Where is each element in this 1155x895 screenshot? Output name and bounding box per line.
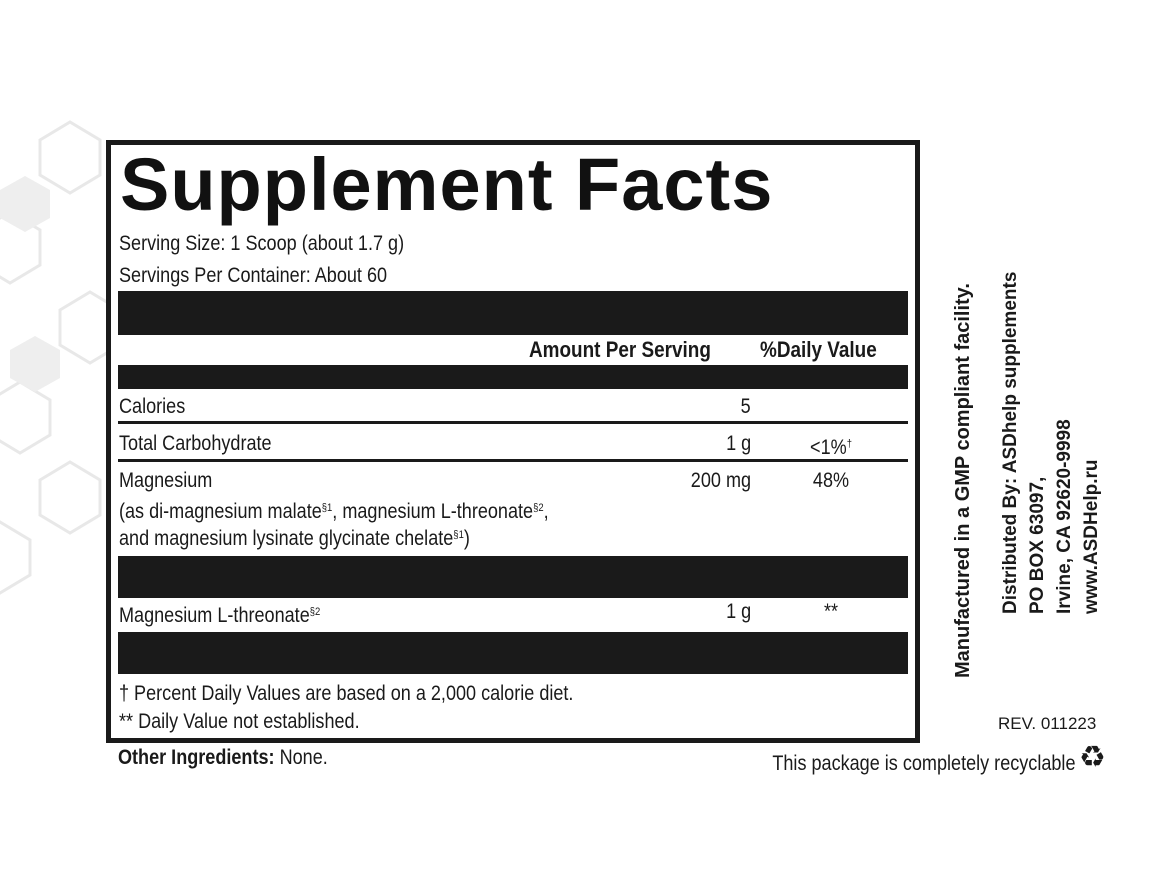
footnote-not-established: ** Daily Value not established. xyxy=(119,710,360,733)
row-threonate-dv: ** xyxy=(823,600,839,623)
thick-divider xyxy=(118,556,908,598)
recyclable-note: This package is completely recyclable xyxy=(771,752,1075,775)
row-magnesium-dv: 48% xyxy=(812,469,850,492)
amount-per-serving-header: Amount Per Serving xyxy=(529,337,711,362)
thick-divider xyxy=(118,365,908,389)
thick-divider xyxy=(118,291,908,335)
row-magnesium-amount: 200 mg xyxy=(690,469,751,492)
daily-value-header: %Daily Value xyxy=(760,337,877,362)
servings-per-container: Servings Per Container: About 60 xyxy=(119,264,388,287)
thin-divider xyxy=(118,421,908,424)
thick-divider xyxy=(118,632,908,674)
distributor-address: Irvine, CA 92620-9998 xyxy=(1054,419,1075,614)
row-magnesium-name: Magnesium xyxy=(119,469,213,492)
distributor-po-box: PO BOX 63097, xyxy=(1027,476,1048,614)
distributor-website: www.ASDHelp.ru xyxy=(1081,459,1102,614)
revision-code: REV. 011223 xyxy=(998,714,1097,733)
other-ingredients: Other Ingredients: None. xyxy=(118,746,328,769)
thin-divider xyxy=(118,459,908,462)
row-calories-name: Calories xyxy=(119,395,186,418)
row-carbohydrate-amount: 1 g xyxy=(725,432,751,455)
recycle-icon: ♻ xyxy=(1079,741,1106,774)
distributor-name: Distributed By: ASDhelp supplements xyxy=(1000,271,1021,614)
row-threonate-amount: 1 g xyxy=(725,600,751,623)
manufactured-note: Manufactured in a GMP compliant facility. xyxy=(952,283,974,678)
row-carbohydrate-dv: <1%† xyxy=(810,436,852,459)
row-calories-amount: 5 xyxy=(740,395,751,418)
footnote-daily-values: † Percent Daily Values are based on a 2,000 calorie diet. xyxy=(119,682,574,705)
serving-size: Serving Size: 1 Scoop (about 1.7 g) xyxy=(119,232,405,255)
row-magnesium-detail-line-2: and magnesium lysinate glycinate chelate$^{\S 1}$) xyxy=(119,527,470,550)
row-threonate-name: Magnesium L-threonate$^{\S 2}$ xyxy=(119,604,321,627)
row-magnesium-detail-line-1: (as di-magnesium malate$^{\S 1}$, magnesium L-threonate$^{\S 2}$, xyxy=(119,500,549,523)
row-carbohydrate-name: Total Carbohydrate xyxy=(119,432,272,455)
supplement-facts-panel xyxy=(106,140,920,743)
panel-title: Supplement Facts xyxy=(120,143,774,226)
